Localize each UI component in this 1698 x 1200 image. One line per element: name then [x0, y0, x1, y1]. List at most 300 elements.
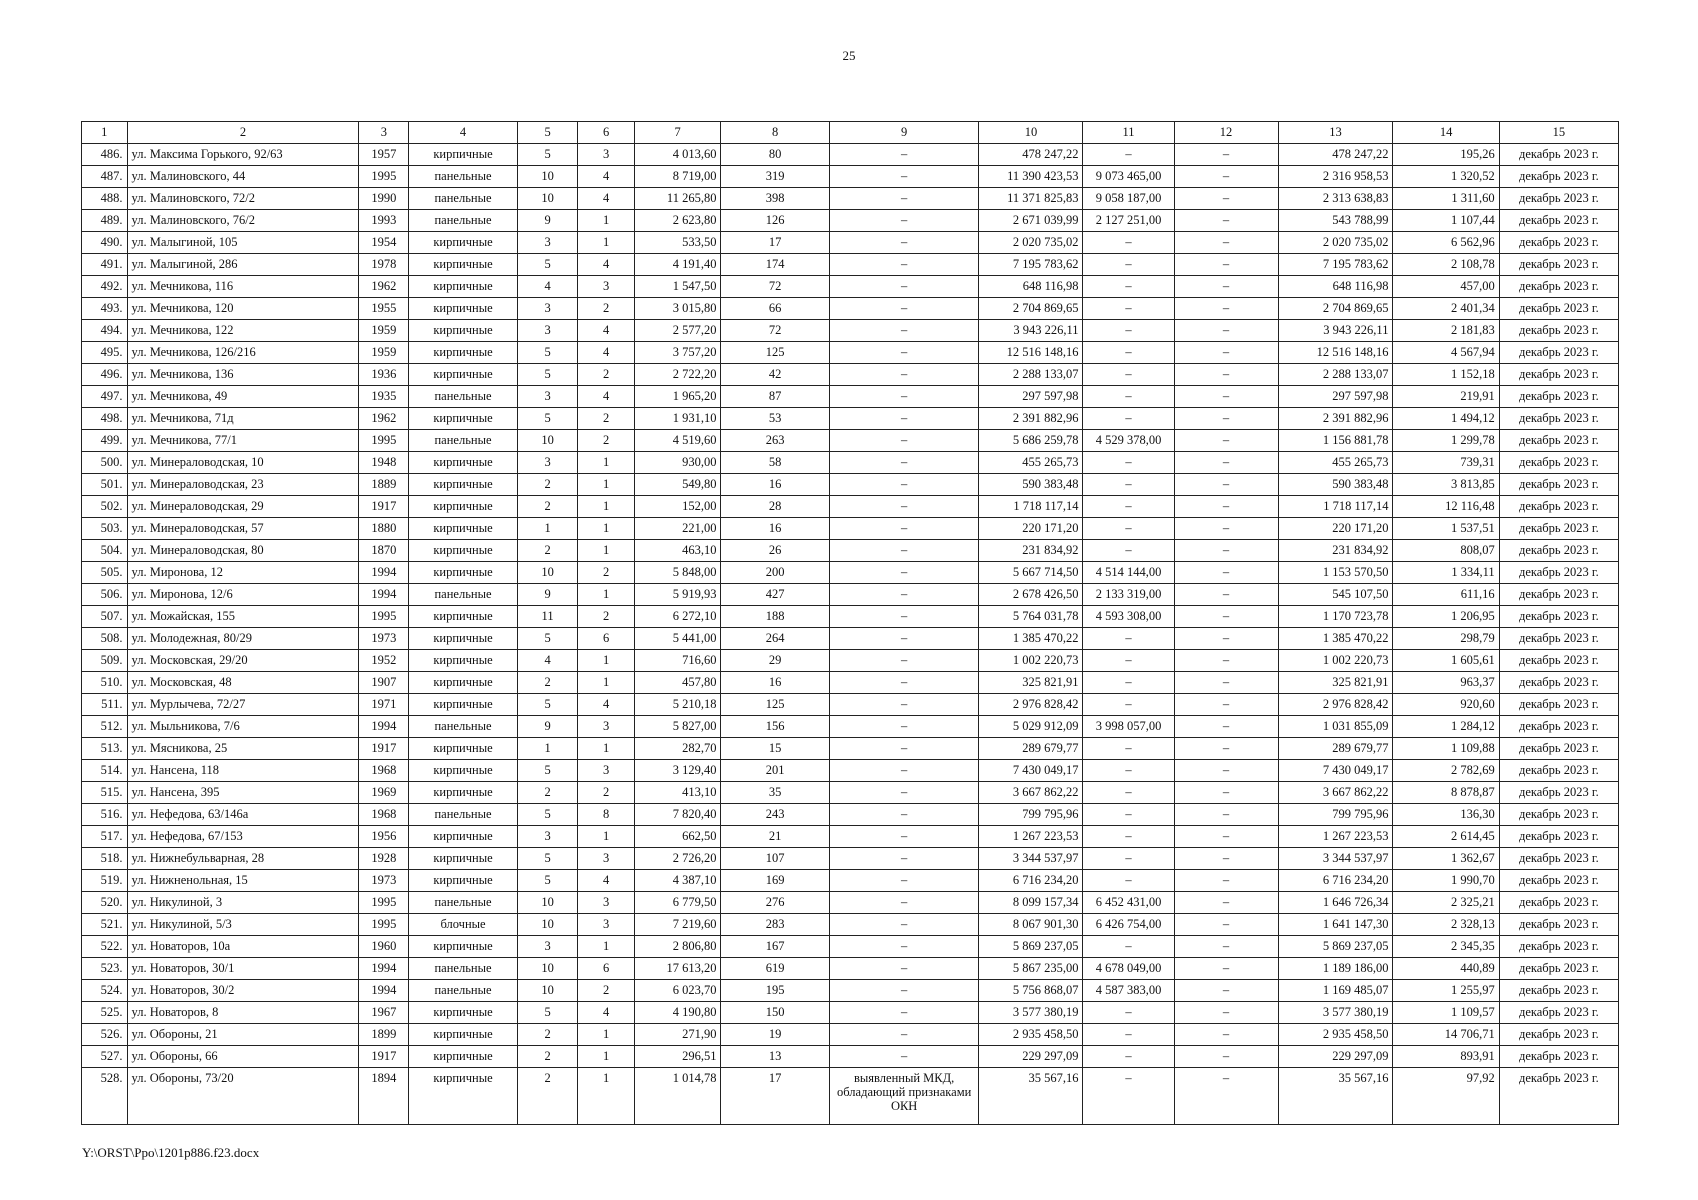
- table-cell: –: [1174, 914, 1278, 936]
- table-cell: 7 430 049,17: [1278, 760, 1393, 782]
- table-cell: декабрь 2023 г.: [1499, 826, 1618, 848]
- table-cell: 276: [721, 892, 829, 914]
- table-cell: 1917: [359, 1046, 409, 1068]
- table-cell: 533,50: [634, 232, 721, 254]
- table-cell: 9 058 187,00: [1083, 188, 1174, 210]
- table-cell: кирпичные: [409, 276, 517, 298]
- table-cell: 2: [517, 1046, 578, 1068]
- table-cell: 5: [517, 408, 578, 430]
- table-cell: 152,00: [634, 496, 721, 518]
- table-cell: ул. Обороны, 73/20: [127, 1068, 359, 1125]
- table-cell: 4: [578, 1002, 634, 1024]
- table-cell: 229 297,09: [1278, 1046, 1393, 1068]
- table-cell: 5: [517, 628, 578, 650]
- table-cell: 1870: [359, 540, 409, 562]
- table-cell: –: [829, 452, 979, 474]
- table-cell: кирпичные: [409, 782, 517, 804]
- table-cell: –: [1174, 650, 1278, 672]
- table-cell: блочные: [409, 914, 517, 936]
- table-cell: 1960: [359, 936, 409, 958]
- table-cell: 4: [578, 870, 634, 892]
- table-cell: 167: [721, 936, 829, 958]
- table-cell: 489.: [82, 210, 128, 232]
- table-cell: 1 965,20: [634, 386, 721, 408]
- table-cell: –: [829, 584, 979, 606]
- table-cell: 1 284,12: [1393, 716, 1499, 738]
- table-cell: 2 935 458,50: [1278, 1024, 1393, 1046]
- table-cell: 35: [721, 782, 829, 804]
- table-cell: 2: [578, 606, 634, 628]
- table-cell: –: [1174, 144, 1278, 166]
- table-cell: 42: [721, 364, 829, 386]
- table-cell: 1 170 723,78: [1278, 606, 1393, 628]
- table-cell: –: [829, 760, 979, 782]
- table-cell: 1 299,78: [1393, 430, 1499, 452]
- table-cell: выявленный МКД, обладающий признаками ОКН: [829, 1068, 979, 1125]
- table-cell: 519.: [82, 870, 128, 892]
- table-cell: 1936: [359, 364, 409, 386]
- table-cell: 6 426 754,00: [1083, 914, 1174, 936]
- table-cell: 1: [517, 738, 578, 760]
- table-cell: 1: [578, 1046, 634, 1068]
- table-cell: 3: [517, 320, 578, 342]
- table-cell: –: [1174, 496, 1278, 518]
- table-cell: 1: [578, 496, 634, 518]
- table-cell: кирпичные: [409, 672, 517, 694]
- table-cell: 1: [578, 1068, 634, 1125]
- table-cell: 1995: [359, 914, 409, 936]
- table-cell: 2: [517, 540, 578, 562]
- table-cell: –: [829, 408, 979, 430]
- table-cell: 5 764 031,78: [979, 606, 1083, 628]
- table-cell: 1 031 855,09: [1278, 716, 1393, 738]
- table-cell: 494.: [82, 320, 128, 342]
- table-row: [82, 540, 1619, 562]
- table-cell: ул. Мечникова, 120: [127, 298, 359, 320]
- table-cell: –: [1174, 870, 1278, 892]
- table-cell: 1917: [359, 496, 409, 518]
- table-cell: 2 704 869,65: [979, 298, 1083, 320]
- table-cell: кирпичные: [409, 496, 517, 518]
- table-cell: 590 383,48: [979, 474, 1083, 496]
- column-header: 8: [721, 122, 829, 144]
- table-cell: 5 210,18: [634, 694, 721, 716]
- table-cell: –: [1174, 342, 1278, 364]
- table-cell: –: [829, 562, 979, 584]
- table-cell: 808,07: [1393, 540, 1499, 562]
- table-cell: 35 567,16: [979, 1068, 1083, 1125]
- table-cell: декабрь 2023 г.: [1499, 1068, 1618, 1125]
- table-cell: 505.: [82, 562, 128, 584]
- table-cell: –: [829, 782, 979, 804]
- table-cell: декабрь 2023 г.: [1499, 518, 1618, 540]
- column-header: 2: [127, 122, 359, 144]
- table-cell: 930,00: [634, 452, 721, 474]
- table-cell: 188: [721, 606, 829, 628]
- table-cell: –: [1083, 782, 1174, 804]
- table-cell: 6: [578, 958, 634, 980]
- table-cell: 1928: [359, 848, 409, 870]
- table-cell: декабрь 2023 г.: [1499, 606, 1618, 628]
- table-cell: ул. Мечникова, 71д: [127, 408, 359, 430]
- table-cell: 1: [517, 518, 578, 540]
- table-cell: 1971: [359, 694, 409, 716]
- table-cell: 7 820,40: [634, 804, 721, 826]
- table-cell: 5: [517, 254, 578, 276]
- table-cell: 1955: [359, 298, 409, 320]
- table-row: [82, 452, 1619, 474]
- table-cell: –: [829, 958, 979, 980]
- table-cell: 1907: [359, 672, 409, 694]
- table-cell: 1952: [359, 650, 409, 672]
- table-row: [82, 650, 1619, 672]
- table-row: [82, 386, 1619, 408]
- table-cell: –: [829, 1002, 979, 1024]
- table-cell: –: [1083, 1068, 1174, 1125]
- table-cell: 16: [721, 474, 829, 496]
- table-cell: ул. Обороны, 66: [127, 1046, 359, 1068]
- table-cell: –: [829, 188, 979, 210]
- table-cell: 4 529 378,00: [1083, 430, 1174, 452]
- table-cell: ул. Малыгиной, 105: [127, 232, 359, 254]
- table-cell: –: [1083, 650, 1174, 672]
- table-row: [82, 496, 1619, 518]
- table-cell: 5: [517, 760, 578, 782]
- table-cell: ул. Нефедова, 67/153: [127, 826, 359, 848]
- table-cell: 2: [517, 1024, 578, 1046]
- column-header: 4: [409, 122, 517, 144]
- table-cell: –: [1083, 474, 1174, 496]
- table-cell: 1969: [359, 782, 409, 804]
- table-cell: 2 325,21: [1393, 892, 1499, 914]
- table-cell: –: [1174, 738, 1278, 760]
- table-cell: 264: [721, 628, 829, 650]
- table-cell: декабрь 2023 г.: [1499, 584, 1618, 606]
- table-row: [82, 430, 1619, 452]
- table-cell: 3 757,20: [634, 342, 721, 364]
- table-cell: кирпичные: [409, 320, 517, 342]
- table-row: [82, 584, 1619, 606]
- table-cell: –: [1083, 738, 1174, 760]
- table-cell: 2 726,20: [634, 848, 721, 870]
- table-cell: декабрь 2023 г.: [1499, 320, 1618, 342]
- table-cell: –: [1174, 584, 1278, 606]
- table-cell: 229 297,09: [979, 1046, 1083, 1068]
- table-cell: 80: [721, 144, 829, 166]
- table-cell: 4: [578, 694, 634, 716]
- table-cell: 5 686 259,78: [979, 430, 1083, 452]
- table-cell: 263: [721, 430, 829, 452]
- table-cell: 4 191,40: [634, 254, 721, 276]
- table-cell: 1973: [359, 870, 409, 892]
- table-cell: 10: [517, 914, 578, 936]
- table-cell: декабрь 2023 г.: [1499, 188, 1618, 210]
- table-cell: 11: [517, 606, 578, 628]
- table-cell: 3: [517, 826, 578, 848]
- table-cell: декабрь 2023 г.: [1499, 870, 1618, 892]
- table-cell: 2: [578, 980, 634, 1002]
- table-cell: 457,80: [634, 672, 721, 694]
- table-cell: декабрь 2023 г.: [1499, 496, 1618, 518]
- table-cell: 1995: [359, 606, 409, 628]
- table-cell: ул. Мечникова, 126/216: [127, 342, 359, 364]
- table-cell: 72: [721, 320, 829, 342]
- table-cell: 1 267 223,53: [979, 826, 1083, 848]
- table-cell: 1 362,67: [1393, 848, 1499, 870]
- column-header: 9: [829, 122, 979, 144]
- table-cell: 501.: [82, 474, 128, 496]
- table-cell: 2 316 958,53: [1278, 166, 1393, 188]
- table-cell: декабрь 2023 г.: [1499, 210, 1618, 232]
- table-cell: 2 288 133,07: [979, 364, 1083, 386]
- table-cell: –: [1174, 804, 1278, 826]
- table-cell: ул. Мечникова, 49: [127, 386, 359, 408]
- table-cell: 1 002 220,73: [1278, 650, 1393, 672]
- table-cell: 3: [517, 232, 578, 254]
- table-cell: панельные: [409, 584, 517, 606]
- table-row: [82, 804, 1619, 826]
- table-cell: 201: [721, 760, 829, 782]
- table-cell: ул. Минераловодская, 80: [127, 540, 359, 562]
- table-cell: 963,37: [1393, 672, 1499, 694]
- table-cell: 1 605,61: [1393, 650, 1499, 672]
- table-cell: 499.: [82, 430, 128, 452]
- table-cell: 5: [517, 804, 578, 826]
- table-cell: декабрь 2023 г.: [1499, 430, 1618, 452]
- table-cell: 4 593 308,00: [1083, 606, 1174, 628]
- table-cell: –: [829, 166, 979, 188]
- table-row: [82, 276, 1619, 298]
- table-cell: 1978: [359, 254, 409, 276]
- table-cell: 495.: [82, 342, 128, 364]
- table-cell: 8 067 901,30: [979, 914, 1083, 936]
- table-cell: кирпичные: [409, 518, 517, 540]
- table-cell: 220 171,20: [979, 518, 1083, 540]
- table-row: [82, 958, 1619, 980]
- table-cell: 53: [721, 408, 829, 430]
- table-cell: 5 919,93: [634, 584, 721, 606]
- table-cell: 58: [721, 452, 829, 474]
- table-cell: кирпичные: [409, 232, 517, 254]
- table-cell: 507.: [82, 606, 128, 628]
- table-cell: 4: [578, 254, 634, 276]
- table-cell: 513.: [82, 738, 128, 760]
- table-cell: 66: [721, 298, 829, 320]
- table-cell: кирпичные: [409, 1046, 517, 1068]
- table-cell: декабрь 2023 г.: [1499, 782, 1618, 804]
- table-cell: декабрь 2023 г.: [1499, 386, 1618, 408]
- table-cell: –: [829, 716, 979, 738]
- table-cell: 506.: [82, 584, 128, 606]
- table-cell: 7 195 783,62: [1278, 254, 1393, 276]
- table-cell: 440,89: [1393, 958, 1499, 980]
- table-cell: декабрь 2023 г.: [1499, 254, 1618, 276]
- table-cell: декабрь 2023 г.: [1499, 738, 1618, 760]
- table-cell: 1959: [359, 342, 409, 364]
- table-cell: 1968: [359, 804, 409, 826]
- table-cell: –: [1083, 848, 1174, 870]
- table-cell: 455 265,73: [979, 452, 1083, 474]
- table-cell: панельные: [409, 716, 517, 738]
- table-cell: –: [829, 276, 979, 298]
- table-cell: 1 320,52: [1393, 166, 1499, 188]
- table-row: [82, 1046, 1619, 1068]
- table-cell: –: [1174, 254, 1278, 276]
- table-cell: 5 827,00: [634, 716, 721, 738]
- table-cell: 125: [721, 694, 829, 716]
- table-cell: кирпичные: [409, 452, 517, 474]
- table-cell: 503.: [82, 518, 128, 540]
- table-cell: 1 385 470,22: [979, 628, 1083, 650]
- table-cell: –: [1083, 254, 1174, 276]
- table-cell: 1 311,60: [1393, 188, 1499, 210]
- table-cell: 525.: [82, 1002, 128, 1024]
- table-cell: 4 587 383,00: [1083, 980, 1174, 1002]
- table-cell: 3 015,80: [634, 298, 721, 320]
- table-cell: 512.: [82, 716, 128, 738]
- table-cell: 6 716 234,20: [1278, 870, 1393, 892]
- table-cell: 156: [721, 716, 829, 738]
- table-cell: –: [829, 320, 979, 342]
- table-cell: 1 109,88: [1393, 738, 1499, 760]
- table-cell: –: [829, 804, 979, 826]
- table-cell: декабрь 2023 г.: [1499, 672, 1618, 694]
- table-cell: декабрь 2023 г.: [1499, 760, 1618, 782]
- table-cell: 97,92: [1393, 1068, 1499, 1125]
- table-cell: –: [1174, 980, 1278, 1002]
- table-cell: 1 334,11: [1393, 562, 1499, 584]
- table-cell: 5: [517, 342, 578, 364]
- table-cell: декабрь 2023 г.: [1499, 276, 1618, 298]
- table-cell: 12 516 148,16: [1278, 342, 1393, 364]
- table-cell: 17: [721, 1068, 829, 1125]
- table-cell: 12 116,48: [1393, 496, 1499, 518]
- table-cell: –: [829, 826, 979, 848]
- table-cell: панельные: [409, 210, 517, 232]
- table-row: [82, 716, 1619, 738]
- table-cell: 590 383,48: [1278, 474, 1393, 496]
- table-cell: –: [1083, 342, 1174, 364]
- table-cell: 3: [517, 386, 578, 408]
- table-row: [82, 1002, 1619, 1024]
- table-cell: 1 931,10: [634, 408, 721, 430]
- table-cell: кирпичные: [409, 364, 517, 386]
- table-cell: 10: [517, 166, 578, 188]
- table-cell: 219,91: [1393, 386, 1499, 408]
- table-cell: 3: [517, 936, 578, 958]
- table-cell: 1: [578, 584, 634, 606]
- table-cell: ул. Московская, 29/20: [127, 650, 359, 672]
- table-cell: 457,00: [1393, 276, 1499, 298]
- table-cell: 5 869 237,05: [1278, 936, 1393, 958]
- table-cell: 1962: [359, 276, 409, 298]
- table-cell: ул. Малиновского, 76/2: [127, 210, 359, 232]
- table-cell: –: [1083, 298, 1174, 320]
- table-cell: панельные: [409, 166, 517, 188]
- table-cell: 492.: [82, 276, 128, 298]
- table-cell: 5 441,00: [634, 628, 721, 650]
- table-cell: 3: [578, 914, 634, 936]
- table-cell: 526.: [82, 1024, 128, 1046]
- table-cell: 1 206,95: [1393, 606, 1499, 628]
- table-cell: 2 577,20: [634, 320, 721, 342]
- table-cell: –: [829, 496, 979, 518]
- table-cell: 1917: [359, 738, 409, 760]
- table-cell: –: [1083, 144, 1174, 166]
- table-cell: 200: [721, 562, 829, 584]
- table-cell: 1 153 570,50: [1278, 562, 1393, 584]
- table-cell: –: [1083, 518, 1174, 540]
- table-cell: 5 667 714,50: [979, 562, 1083, 584]
- table-cell: 107: [721, 848, 829, 870]
- table-cell: декабрь 2023 г.: [1499, 980, 1618, 1002]
- table-cell: кирпичные: [409, 694, 517, 716]
- table-cell: –: [829, 650, 979, 672]
- table-cell: 6 716 234,20: [979, 870, 1083, 892]
- table-cell: 1994: [359, 958, 409, 980]
- table-cell: 9 073 465,00: [1083, 166, 1174, 188]
- table-cell: 511.: [82, 694, 128, 716]
- column-header: 13: [1278, 122, 1393, 144]
- column-header: 14: [1393, 122, 1499, 144]
- table-cell: –: [829, 980, 979, 1002]
- table-cell: 325 821,91: [1278, 672, 1393, 694]
- table-cell: –: [1083, 672, 1174, 694]
- table-cell: –: [1174, 540, 1278, 562]
- table-cell: 8 719,00: [634, 166, 721, 188]
- table-cell: ул. Малыгиной, 286: [127, 254, 359, 276]
- table-cell: кирпичные: [409, 1024, 517, 1046]
- table-cell: 2 976 828,42: [1278, 694, 1393, 716]
- table-cell: –: [1083, 386, 1174, 408]
- table-cell: –: [1083, 760, 1174, 782]
- table-cell: декабрь 2023 г.: [1499, 166, 1618, 188]
- table-cell: 5 029 912,09: [979, 716, 1083, 738]
- table-cell: ул. Мясникова, 25: [127, 738, 359, 760]
- table-cell: 611,16: [1393, 584, 1499, 606]
- table-cell: 1 014,78: [634, 1068, 721, 1125]
- table-cell: –: [1174, 518, 1278, 540]
- table-cell: декабрь 2023 г.: [1499, 1002, 1618, 1024]
- table-cell: 1973: [359, 628, 409, 650]
- table-cell: 10: [517, 892, 578, 914]
- table-cell: 1899: [359, 1024, 409, 1046]
- table-cell: 1: [578, 540, 634, 562]
- table-cell: 1: [578, 1024, 634, 1046]
- table-cell: –: [1174, 936, 1278, 958]
- table-cell: 1894: [359, 1068, 409, 1125]
- table-cell: 2 704 869,65: [1278, 298, 1393, 320]
- table-cell: –: [1083, 826, 1174, 848]
- table-cell: 6 272,10: [634, 606, 721, 628]
- table-row: [82, 980, 1619, 1002]
- table-cell: 1948: [359, 452, 409, 474]
- table-cell: 6 779,50: [634, 892, 721, 914]
- table-cell: 2: [517, 672, 578, 694]
- page-number: 25: [842, 48, 856, 63]
- table-cell: 2: [578, 408, 634, 430]
- table-cell: –: [829, 738, 979, 760]
- table-cell: –: [829, 870, 979, 892]
- table-cell: 2: [517, 782, 578, 804]
- table-cell: 3 943 226,11: [979, 320, 1083, 342]
- table-cell: 1968: [359, 760, 409, 782]
- table-cell: 10: [517, 562, 578, 584]
- table-cell: –: [1083, 1024, 1174, 1046]
- table-cell: декабрь 2023 г.: [1499, 958, 1618, 980]
- table-cell: 521.: [82, 914, 128, 936]
- table-cell: ул. Московская, 48: [127, 672, 359, 694]
